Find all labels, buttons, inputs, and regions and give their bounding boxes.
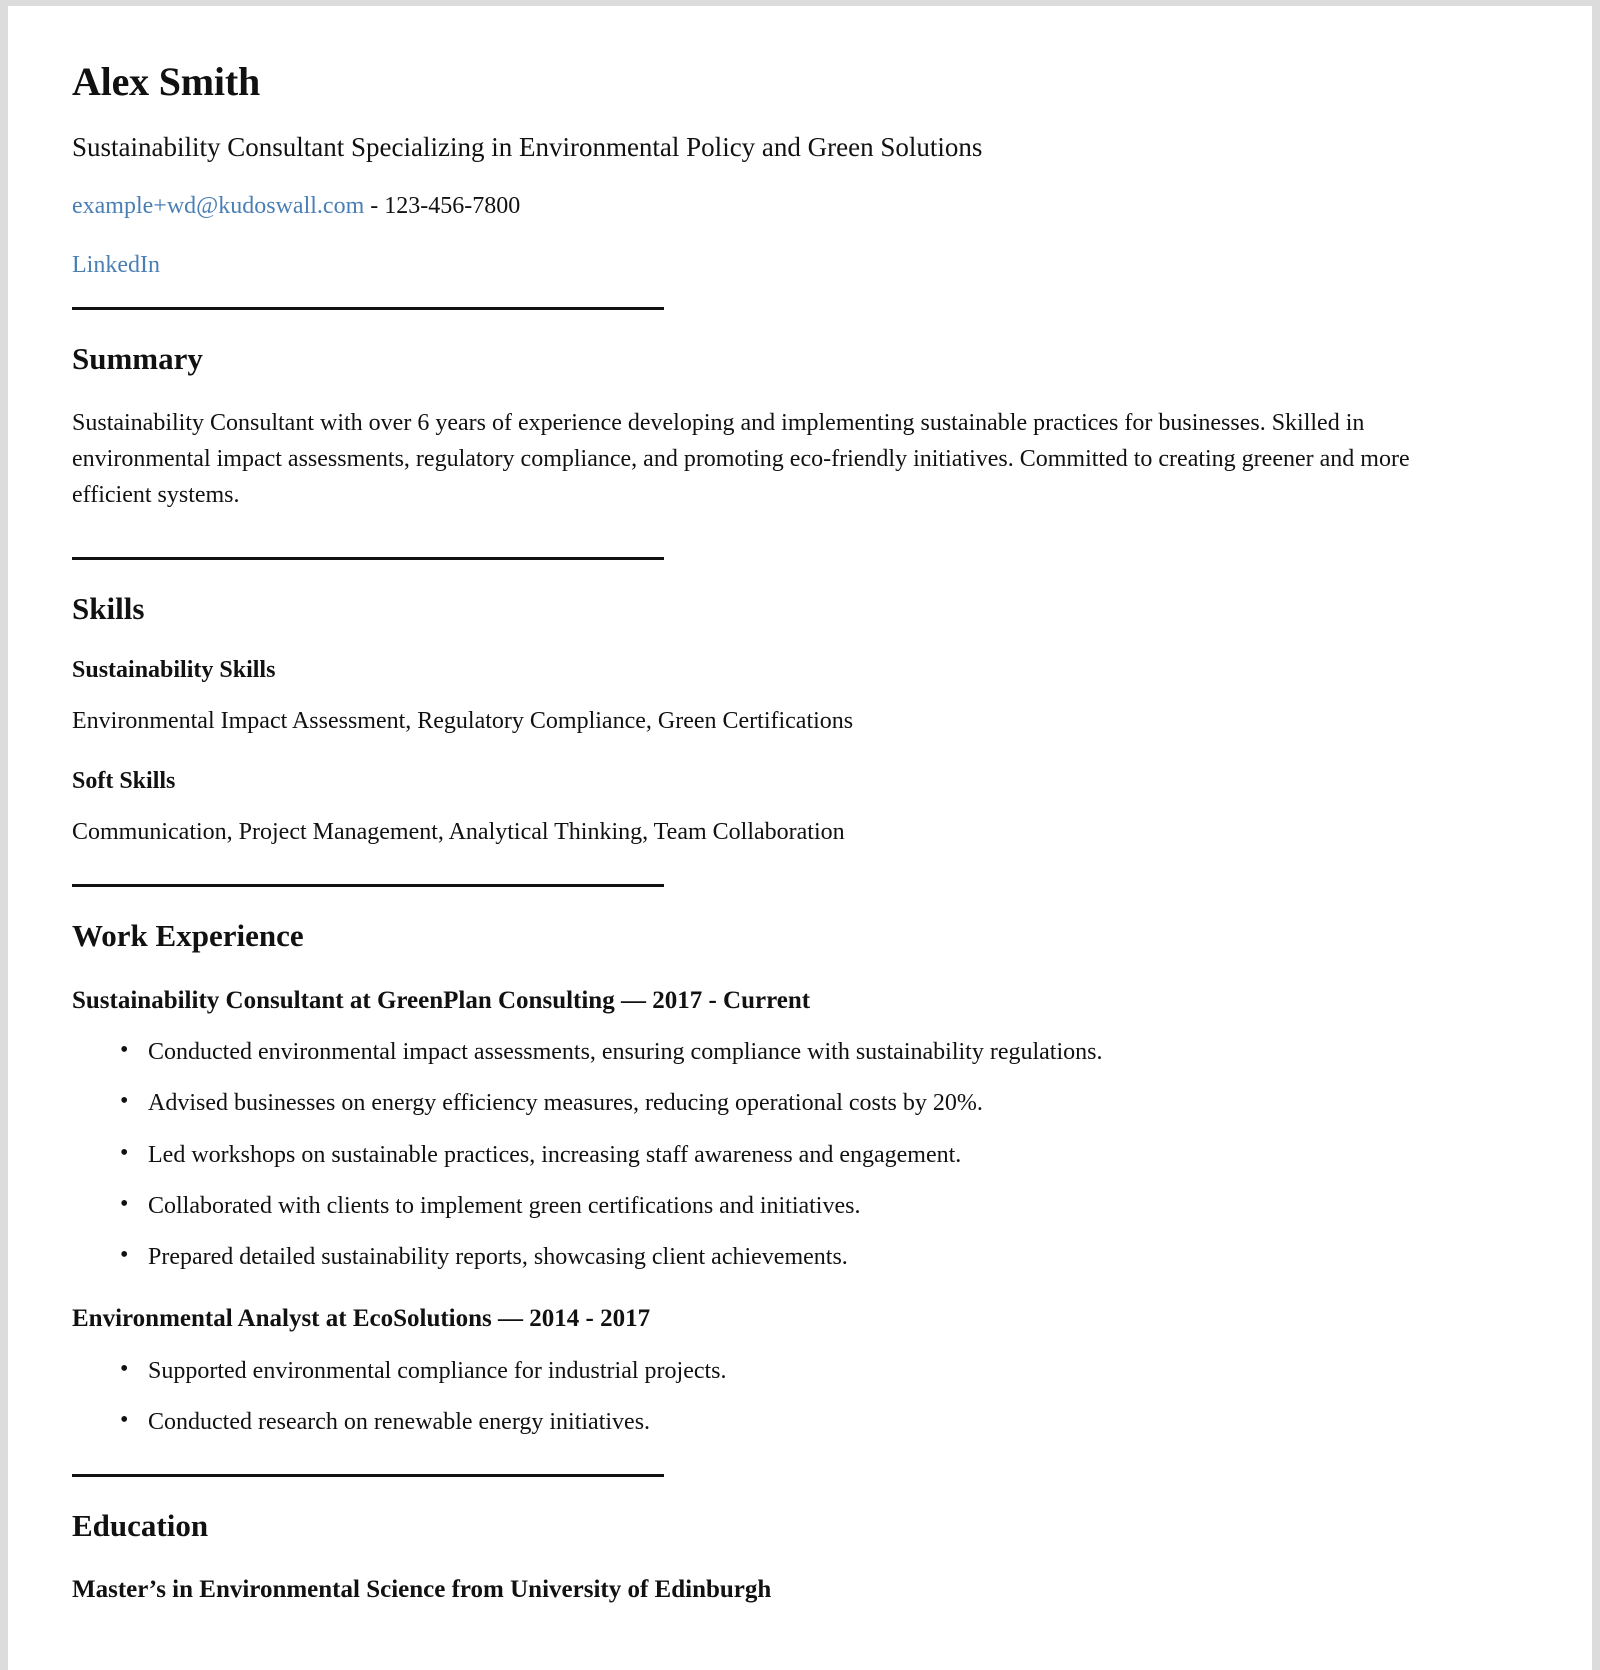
spacer (72, 848, 1528, 884)
job-heading-0: Sustainability Consultant at GreenPlan Consulting — 2017 - Current (72, 986, 811, 1014)
summary-section-title: Summary (72, 340, 203, 376)
skills-section (72, 590, 1528, 848)
resume-content (8, 6, 1592, 1607)
education-section (72, 1507, 1528, 1607)
job-bullet: • Advised businesses on energy efficiency measures, reducing operational costs by 20%. (72, 1088, 1528, 1119)
work-experience-section (72, 917, 1528, 1438)
summary-section (72, 340, 1528, 513)
job-bullet: • Supported environmental compliance for industrial projects. (72, 1356, 1528, 1387)
summary-text: Sustainability Consultant with over 6 years of experience developing and implementing sustainable practices for businesses. Skilled in environmental impact assessments, regulatory compliance, and promoting eco-friendly initiatives. Committed to creating greener and more efficient systems. (72, 410, 1410, 509)
skills-section-title: Skills (72, 591, 145, 627)
job-bullets-0 (72, 1037, 1528, 1273)
section-divider-1 (72, 307, 664, 310)
spacer (72, 1438, 1528, 1474)
job-bullet: • Conducted environmental impact assessments, ensuring compliance with sustainability regulations. (72, 1037, 1528, 1068)
candidate-name: Alex Smith (72, 59, 261, 104)
skill-group-items-1: Communication, Project Management, Analytical Thinking, Team Collaboration (72, 819, 845, 846)
candidate-headline: Sustainability Consultant Specializing in Environmental Policy and Green Solutions (72, 131, 983, 162)
job-bullet: • Prepared detailed sustainability reports, showcasing client achievements. (72, 1242, 1528, 1273)
skill-group-label-1: Soft Skills (72, 767, 176, 794)
job-heading-1: Environmental Analyst at EcoSolutions — 2014 - 2017 (72, 1305, 651, 1333)
section-divider-3 (72, 884, 664, 887)
section-divider-4 (72, 1474, 664, 1477)
job-bullet: • Conducted research on renewable energy initiatives. (72, 1407, 1528, 1438)
profile-line (72, 250, 1528, 281)
linkedin-link[interactable]: LinkedIn (72, 251, 160, 278)
job-bullets-1 (72, 1356, 1528, 1438)
contact-line (72, 191, 1528, 222)
job-bullet: • Collaborated with clients to implement green certifications and initiatives. (72, 1191, 1528, 1222)
skill-group-items-0: Environmental Impact Assessment, Regulatory Compliance, Green Certifications (72, 708, 854, 735)
phone-number: 123-456-7800 (384, 192, 521, 219)
job-bullet: • Led workshops on sustainable practices, increasing staff awareness and engagement. (72, 1140, 1528, 1171)
resume-page (8, 6, 1592, 1670)
work-experience-section-title: Work Experience (72, 918, 304, 954)
contact-separator: - (364, 192, 385, 219)
education-entry-heading-0: Master’s in Environmental Science from University of Edinburgh (72, 1576, 772, 1604)
spacer (72, 513, 1528, 557)
education-section-title: Education (72, 1507, 209, 1543)
section-divider-2 (72, 557, 664, 560)
skill-group-label-0: Sustainability Skills (72, 657, 276, 684)
email-link[interactable]: example+wd@kudoswall.com (72, 192, 365, 219)
